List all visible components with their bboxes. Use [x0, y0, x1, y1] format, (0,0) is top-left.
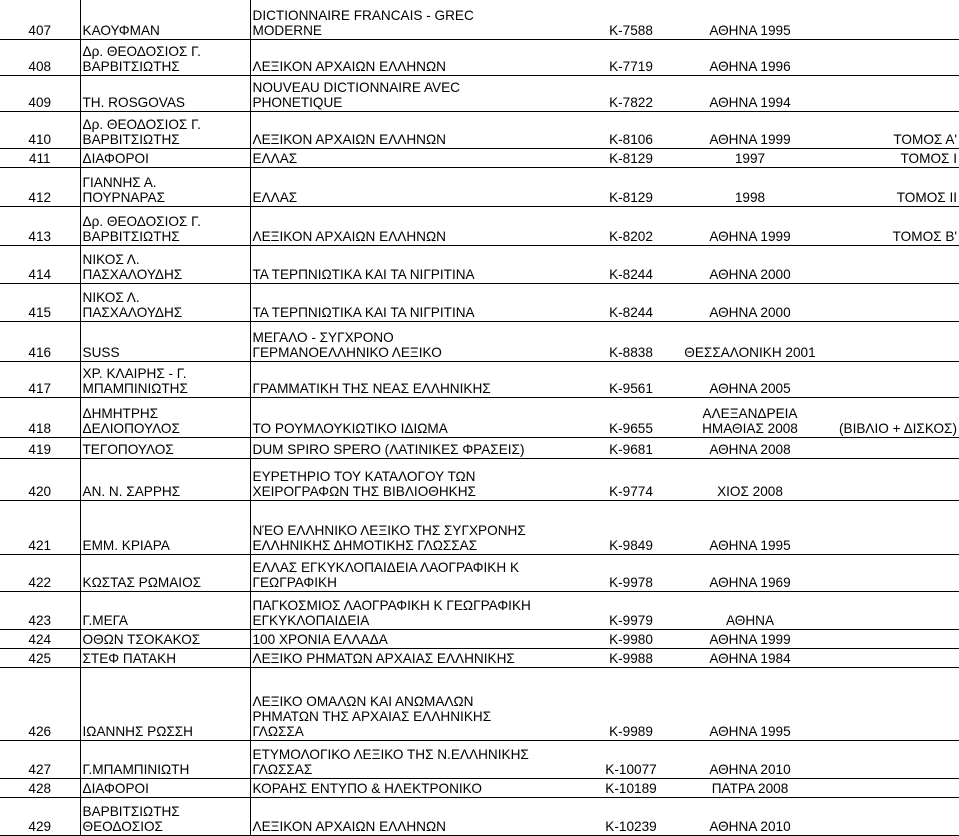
cell-author: ΑΝ. Ν. ΣΑΡΡΗΣ [80, 458, 250, 500]
cell-title: ΛΕΞΙΚΟ ΟΜΑΛΩΝ ΚΑΙ ΑΝΩΜΑΛΩΝ ΡΗΜΑΤΩΝ ΤΗΣ ΑΡΧΑΙΑΣ ΕΛΛΗΝΙΚΗΣ ΓΛΩΣΣΑ [250, 667, 586, 740]
cell-number: 428 [0, 778, 80, 797]
cell-author: ΧΡ. ΚΛΑΙΡΗΣ - Γ. ΜΠΑΜΠΙΝΙΩΤΗΣ [80, 361, 250, 397]
cell-code: K-8129 [586, 148, 676, 167]
cell-author: ΙΩΑΝΝΗΣ ΡΩΣΣΗ [80, 667, 250, 740]
cell-author: Δρ. ΘΕΟΔΟΣΙΟΣ Γ. ΒΑΡΒΙΤΣΙΩΤΗΣ [80, 206, 250, 245]
cell-code: K-8129 [586, 167, 676, 206]
cell-note [824, 75, 959, 111]
cell-code: K-7719 [586, 39, 676, 75]
cell-number: 421 [0, 500, 80, 554]
cell-author: ΝΙΚΟΣ Λ. ΠΑΣΧΑΛΟΥΔΗΣ [80, 245, 250, 283]
cell-number: 414 [0, 245, 80, 283]
cell-title: ΛΕΞΙΚΟΝ ΑΡΧΑΙΩΝ ΕΛΛΗΝΩΝ [250, 797, 586, 835]
cell-note [824, 283, 959, 321]
cell-author: ΔΙΑΦΟΡΟΙ [80, 778, 250, 797]
cell-note [824, 797, 959, 835]
cell-title: ΚΟΡΑΗΣ ΕΝΤΥΠΟ & ΗΛΕΚΤΡΟΝΙΚΟ [250, 778, 586, 797]
cell-code: K-8244 [586, 245, 676, 283]
cell-place-year: ΑΘΗΝΑ 2010 [676, 797, 824, 835]
table-row [0, 0, 959, 39]
cell-place-year: ΑΘΗΝΑ 1994 [676, 75, 824, 111]
cell-title: ΛΕΞΙΚΟ ΡΗΜΑΤΩΝ ΑΡΧΑΙΑΣ ΕΛΛΗΝΙΚΗΣ [250, 648, 586, 667]
cell-author: ΟΘΩΝ ΤΣΟΚΑΚΟΣ [80, 629, 250, 648]
cell-note [824, 245, 959, 283]
cell-code: K-10189 [586, 778, 676, 797]
cell-code: K-10239 [586, 797, 676, 835]
cell-note: ΤΟΜΟΣ ΙΙ [824, 167, 959, 206]
cell-author: ΓΙΑΝΝΗΣ Α. ΠΟΥΡΝΑΡΑΣ [80, 167, 250, 206]
cell-code: K-9561 [586, 361, 676, 397]
cell-place-year: ΑΘΗΝΑ 1999 [676, 111, 824, 148]
cell-place-year: ΑΘΗΝΑ 2008 [676, 437, 824, 458]
table-row [0, 591, 959, 629]
cell-note [824, 554, 959, 591]
cell-code: K-9979 [586, 591, 676, 629]
cell-place-year: ΑΘΗΝΑ 1995 [676, 0, 824, 39]
cell-author: Γ.ΜΠΑΜΠΙΝΙΩΤΗ [80, 740, 250, 778]
cell-number: 426 [0, 667, 80, 740]
cell-place-year: ΑΘΗΝΑ 2005 [676, 361, 824, 397]
table-row [0, 740, 959, 778]
cell-author: ΣΤΕΦ ΠΑΤΑΚΗ [80, 648, 250, 667]
table-row [0, 167, 959, 206]
table-row [0, 500, 959, 554]
cell-author: Γ.ΜΕΓΑ [80, 591, 250, 629]
cell-number: 427 [0, 740, 80, 778]
cell-place-year: ΠΑΤΡΑ 2008 [676, 778, 824, 797]
table-row [0, 75, 959, 111]
cell-place-year: 1998 [676, 167, 824, 206]
cell-number: 424 [0, 629, 80, 648]
cell-title: DUM SPIRO SPERO (ΛΑΤΙΝΙΚΕΣ ΦΡΑΣΕΙΣ) [250, 437, 586, 458]
cell-author: Δρ. ΘΕΟΔΟΣΙΟΣ Γ. ΒΑΡΒΙΤΣΙΩΤΗΣ [80, 111, 250, 148]
cell-place-year: ΑΘΗΝΑ 1999 [676, 206, 824, 245]
cell-place-year: ΑΘΗΝΑ 1995 [676, 667, 824, 740]
table-row [0, 397, 959, 437]
cell-code: K-9681 [586, 437, 676, 458]
cell-title: ΛΕΞΙΚΟΝ ΑΡΧΑΙΩΝ ΕΛΛΗΝΩΝ [250, 206, 586, 245]
table-row [0, 148, 959, 167]
cell-note: (ΒΙΒΛΙΟ + ΔΙΣΚΟΣ) [824, 397, 959, 437]
table-row [0, 283, 959, 321]
cell-number: 418 [0, 397, 80, 437]
cell-author: ΕΜΜ. ΚΡΙΑΡΑ [80, 500, 250, 554]
table-row [0, 111, 959, 148]
cell-number: 425 [0, 648, 80, 667]
cell-title: ΠΑΓΚΟΣΜΙΟΣ ΛΑΟΓΡΑΦΙΚΗ Κ ΓΕΩΓΡΑΦΙΚΗ ΕΓΚΥΚΛΟΠΑΙΔΕΙΑ [250, 591, 586, 629]
cell-title: ΤΑ ΤΕΡΠΝΙΩΤΙΚΑ ΚΑΙ ΤΑ ΝΙΓΡΙΤΙΝΑ [250, 283, 586, 321]
cell-note [824, 0, 959, 39]
cell-code: K-7822 [586, 75, 676, 111]
table-row [0, 321, 959, 361]
cell-place-year: ΑΘΗΝΑ 2000 [676, 283, 824, 321]
cell-note [824, 648, 959, 667]
cell-number: 413 [0, 206, 80, 245]
table-row [0, 458, 959, 500]
cell-number: 407 [0, 0, 80, 39]
cell-place-year: ΑΘΗΝΑ 1969 [676, 554, 824, 591]
cell-title: ΜΕΓΑΛΟ - ΣΥΓΧΡΟΝΟ ΓΕΡΜΑΝΟΕΛΛΗΝΙΚΟ ΛΕΞΙΚΟ [250, 321, 586, 361]
table-row [0, 206, 959, 245]
cell-author: ΔΙΑΦΟΡΟΙ [80, 148, 250, 167]
cell-place-year: ΑΘΗΝΑ 1984 [676, 648, 824, 667]
cell-place-year: ΧΙΟΣ 2008 [676, 458, 824, 500]
cell-place-year: ΑΘΗΝΑ 1999 [676, 629, 824, 648]
cell-author: ΒΑΡΒΙΤΣΙΩΤΗΣ ΘΕΟΔΟΣΙΟΣ [80, 797, 250, 835]
cell-number: 409 [0, 75, 80, 111]
cell-number: 412 [0, 167, 80, 206]
cell-author: ΚΑΟΥΦΜΑΝ [80, 0, 250, 39]
table-row [0, 629, 959, 648]
cell-place-year: ΑΘΗΝΑ [676, 591, 824, 629]
cell-note [824, 437, 959, 458]
cell-author: ΚΩΣΤΑΣ ΡΩΜΑΙΟΣ [80, 554, 250, 591]
cell-note: ΤΟΜΟΣ Β' [824, 206, 959, 245]
cell-number: 410 [0, 111, 80, 148]
cell-note [824, 667, 959, 740]
cell-author: ΤΕΓΟΠΟΥΛΟΣ [80, 437, 250, 458]
cell-title: ΕΛΛΑΣ [250, 148, 586, 167]
table-row [0, 437, 959, 458]
cell-code: K-9849 [586, 500, 676, 554]
cell-note: ΤΟΜΟΣ Α' [824, 111, 959, 148]
cell-place-year: ΑΘΗΝΑ 1996 [676, 39, 824, 75]
cell-note [824, 778, 959, 797]
cell-note [824, 740, 959, 778]
cell-title: ΓΡΑΜΜΑΤΙΚΗ ΤΗΣ ΝΕΑΣ ΕΛΛΗΝΙΚΗΣ [250, 361, 586, 397]
cell-code: K-9988 [586, 648, 676, 667]
cell-title: ΛΕΞΙΚΟΝ ΑΡΧΑΙΩΝ ΕΛΛΗΝΩΝ [250, 39, 586, 75]
table-row [0, 554, 959, 591]
table-row [0, 245, 959, 283]
cell-place-year: ΘΕΣΣΑΛΟΝΙΚΗ 2001 [676, 321, 824, 361]
cell-number: 422 [0, 554, 80, 591]
cell-note [824, 500, 959, 554]
cell-number: 415 [0, 283, 80, 321]
cell-place-year: ΑΘΗΝΑ 2010 [676, 740, 824, 778]
cell-place-year: ΑΘΗΝΑ 1995 [676, 500, 824, 554]
table-row [0, 797, 959, 835]
cell-author: ΔΗΜΗΤΡΗΣ ΔΕΛΙΟΠΟΥΛΟΣ [80, 397, 250, 437]
cell-note [824, 361, 959, 397]
cell-note [824, 458, 959, 500]
cell-title: ΕΤΥΜΟΛΟΓΙΚΟ ΛΕΞΙΚΟ ΤΗΣ Ν.ΕΛΛΗΝΙΚΗΣ ΓΛΩΣΣΑΣ [250, 740, 586, 778]
cell-title: ΕΛΛΑΣ ΕΓΚΥΚΛΟΠΑΙΔΕΙΑ ΛΑΟΓΡΑΦΙΚΗ Κ ΓΕΩΓΡΑΦΙΚΗ [250, 554, 586, 591]
table-row [0, 361, 959, 397]
cell-code: K-9989 [586, 667, 676, 740]
cell-number: 411 [0, 148, 80, 167]
cell-code: K-9774 [586, 458, 676, 500]
cell-note [824, 591, 959, 629]
cell-note [824, 39, 959, 75]
cell-title: DICTIONNAIRE FRANCAIS - GREC MODERNE [250, 0, 586, 39]
cell-number: 419 [0, 437, 80, 458]
cell-title: ΛΕΞΙΚΟΝ ΑΡΧΑΙΩΝ ΕΛΛΗΝΩΝ [250, 111, 586, 148]
cell-note [824, 629, 959, 648]
cell-code: K-8838 [586, 321, 676, 361]
cell-title: NOUVEAU DICTIONNAIRE AVEC PHONETIQUE [250, 75, 586, 111]
table-row [0, 778, 959, 797]
cell-number: 429 [0, 797, 80, 835]
cell-author: ΤΗ. ROSGOVAS [80, 75, 250, 111]
cell-code: K-9980 [586, 629, 676, 648]
cell-code: K-9655 [586, 397, 676, 437]
cell-number: 416 [0, 321, 80, 361]
table-row [0, 667, 959, 740]
cell-title: ΕΛΛΑΣ [250, 167, 586, 206]
cell-title: 100 ΧΡΟΝΙΑ ΕΛΛΑΔΑ [250, 629, 586, 648]
cell-place-year: ΑΘΗΝΑ 2000 [676, 245, 824, 283]
cell-code: K-7588 [586, 0, 676, 39]
table-row [0, 648, 959, 667]
table-row [0, 39, 959, 75]
cell-code: K-8106 [586, 111, 676, 148]
cell-title: ΤΑ ΤΕΡΠΝΙΩΤΙΚΑ ΚΑΙ ΤΑ ΝΙΓΡΙΤΙΝΑ [250, 245, 586, 283]
cell-title: ΝΈΟ ΕΛΛΗΝΙΚΟ ΛΕΞΙΚΟ ΤΗΣ ΣΥΓΧΡΟΝΗΣ ΕΛΛΗΝΙΚΗΣ ΔΗΜΟΤΙΚΗΣ ΓΛΩΣΣΑΣ [250, 500, 586, 554]
cell-code: K-8244 [586, 283, 676, 321]
cell-place-year: 1997 [676, 148, 824, 167]
cell-author: SUSS [80, 321, 250, 361]
cell-title: ΕΥΡΕΤΗΡΙΟ ΤΟΥ ΚΑΤΑΛΟΓΟΥ ΤΩΝ ΧΕΙΡΟΓΡΑΦΩΝ ΤΗΣ ΒΙΒΛΙΟΘΗΚΗΣ [250, 458, 586, 500]
cell-place-year: ΑΛΕΞΑΝΔΡΕΙΑ ΗΜΑΘΙΑΣ 2008 [676, 397, 824, 437]
cell-note: ΤΟΜΟΣ Ι [824, 148, 959, 167]
cell-number: 417 [0, 361, 80, 397]
cell-number: 408 [0, 39, 80, 75]
cell-code: K-9978 [586, 554, 676, 591]
cell-author: ΝΙΚΟΣ Λ. ΠΑΣΧΑΛΟΥΔΗΣ [80, 283, 250, 321]
cell-code: K-8202 [586, 206, 676, 245]
cell-number: 423 [0, 591, 80, 629]
cell-code: K-10077 [586, 740, 676, 778]
cell-author: Δρ. ΘΕΟΔΟΣΙΟΣ Γ. ΒΑΡΒΙΤΣΙΩΤΗΣ [80, 39, 250, 75]
cell-title: ΤΟ ΡΟΥΜΛΟΥΚΙΩΤΙΚΟ ΙΔΙΩΜΑ [250, 397, 586, 437]
cell-note [824, 321, 959, 361]
cell-number: 420 [0, 458, 80, 500]
